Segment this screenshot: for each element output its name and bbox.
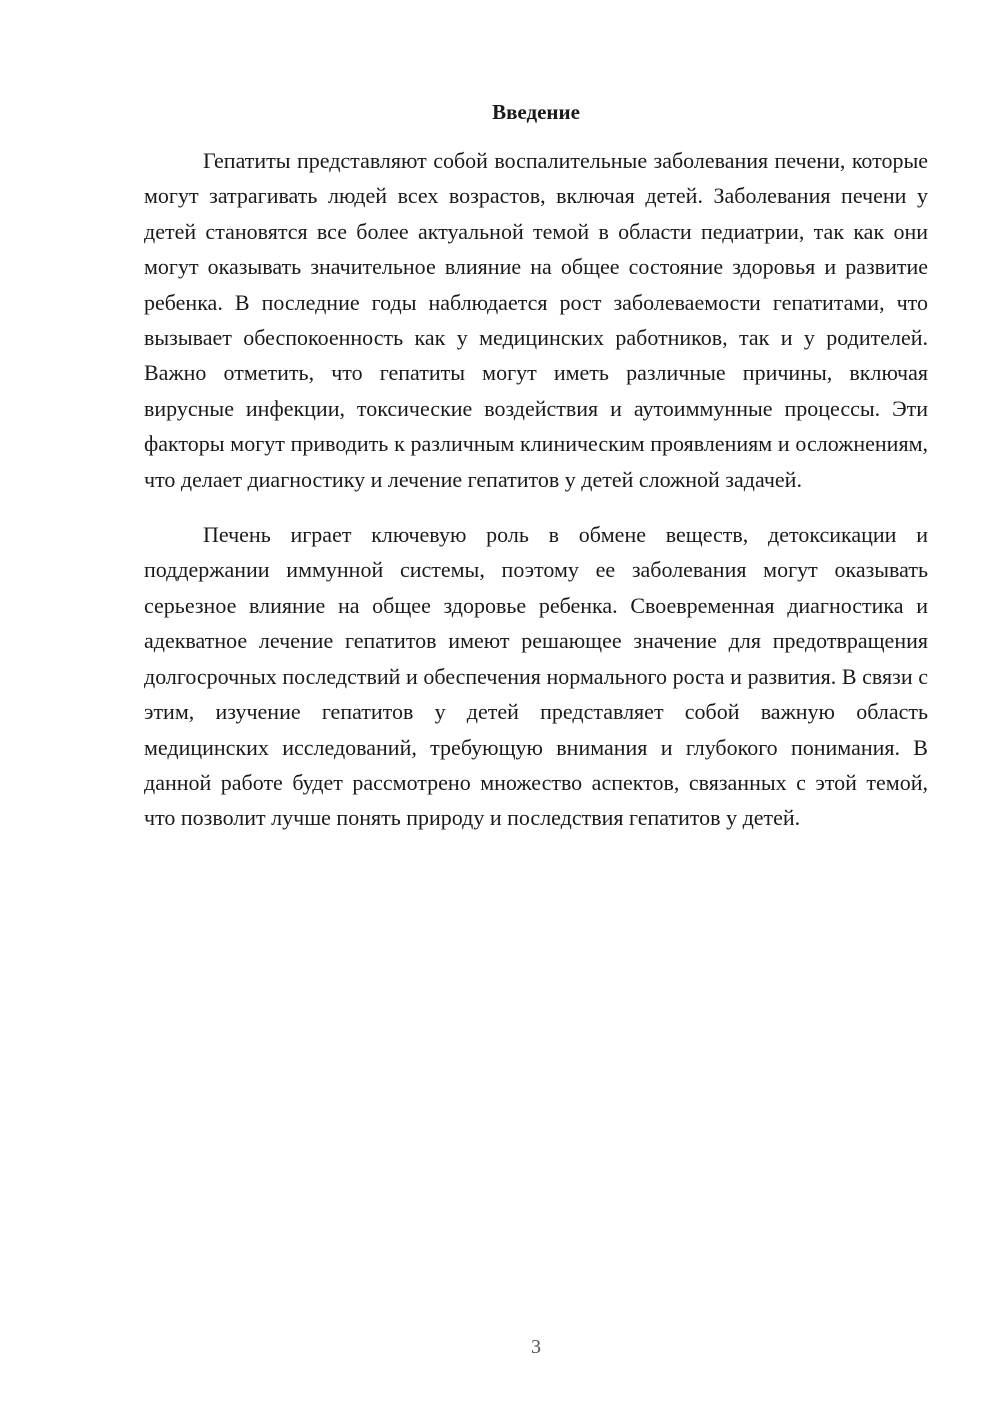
paragraph-2: Печень играет ключевую роль в обмене веществ, детоксикации и поддержании иммунной системы, поэтому ее заболевания могут оказывать серьезное влияние на общее здоровье ребенка. Своевременная диагностика и адекватное лечение гепатитов имеют решающее значение для предотвращения долгосрочных последствий и обеспечения нормального роста и развития. В связи с этим, изучение гепатитов у детей представляет собой важную область медицинских исследований, требующую внимания и глубокого понимания. В данной работе будет рассмотрено множество аспектов, связанных с этой темой, что позволит лучше понять природу и последствия гепатитов у детей. (144, 522, 928, 831)
section-heading: Введение (492, 100, 580, 124)
paragraph-1: Гепатиты представляют собой воспалительные заболевания печени, которые могут затрагивать людей всех возрастов, включая детей. Заболевания печени у детей становятся все более актуальной темой в области педиатрии, так как они могут оказывать значительное влияние на общее состояние здоровья и развитие ребенка. В последние годы наблюдается рост заболеваемости гепатитами, что вызывает обеспокоенность как у медицинских работников, так и у родителей. Важно отметить, что гепатиты могут иметь различные причины, включая вирусные инфекции, токсические воздействия и аутоиммунные процессы. Эти факторы могут приводить к различным клиническим проявлениям и осложнениям, что делает диагностику и лечение гепатитов у детей сложной задачей. (144, 148, 928, 492)
page-number: 3 (531, 1336, 541, 1358)
body-text (144, 143, 928, 836)
